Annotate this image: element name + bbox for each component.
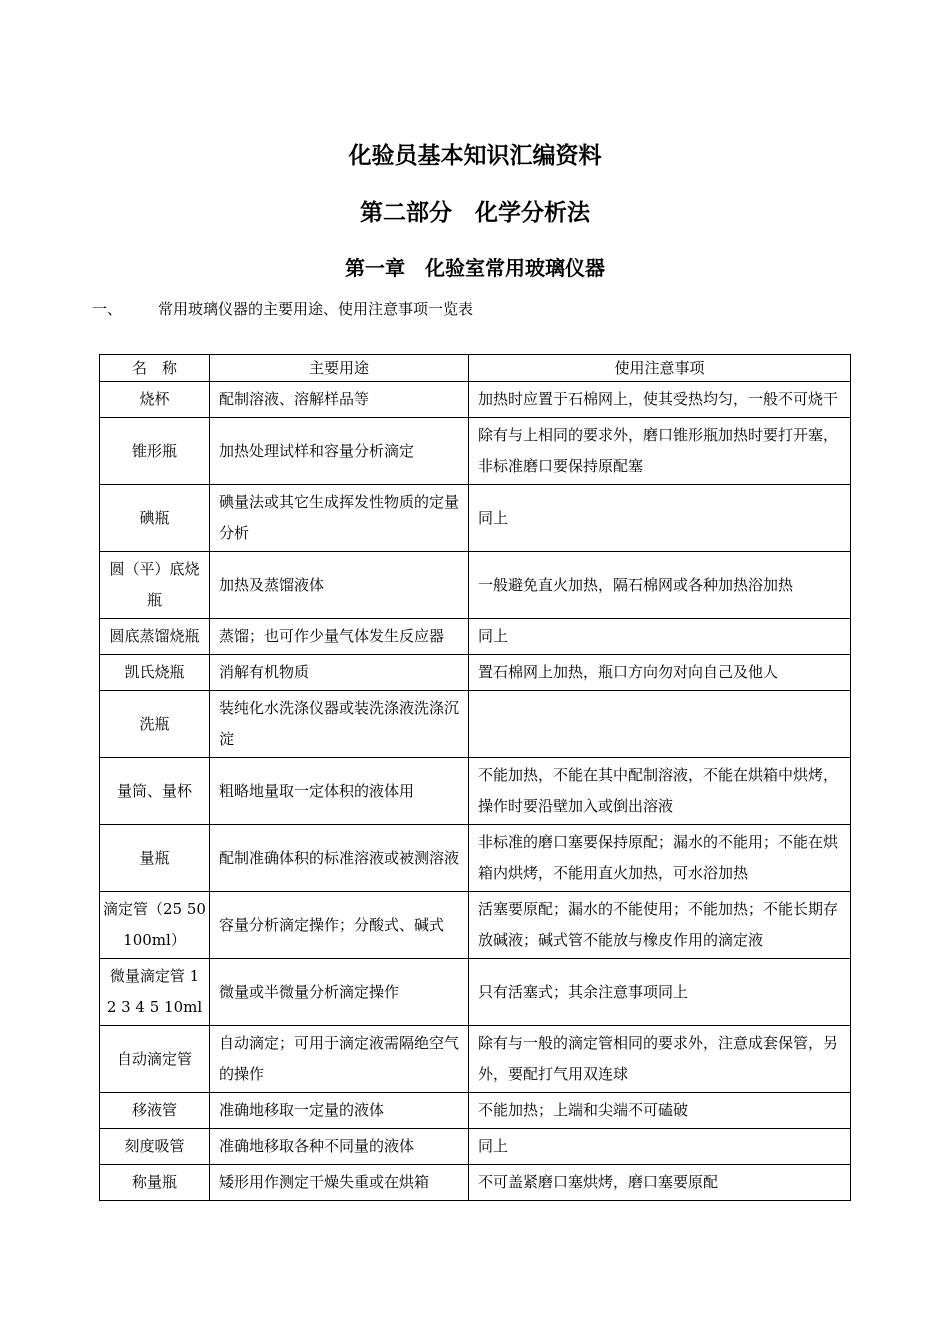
table-row xyxy=(100,892,851,959)
cell-use: 准确地移取各种不同量的液体 xyxy=(210,1129,469,1165)
cell-use: 容量分析滴定操作；分酸式、碱式 xyxy=(210,892,469,959)
cell-notes: 置石棉网上加热，瓶口方向勿对向自己及他人 xyxy=(469,655,851,691)
cell-use: 准确地移取一定量的液体 xyxy=(210,1093,469,1129)
cell-name: 刻度吸管 xyxy=(100,1129,210,1165)
cell-notes: 不可盖紧磨口塞烘烤，磨口塞要原配 xyxy=(469,1165,851,1201)
section-number: 一、 xyxy=(92,300,123,318)
cell-name: 碘瓶 xyxy=(100,485,210,552)
cell-use: 消解有机物质 xyxy=(210,655,469,691)
header-use: 主要用途 xyxy=(210,355,469,382)
cell-use: 蒸馏；也可作少量气体发生反应器 xyxy=(210,619,469,655)
cell-use: 配制溶液、溶解样品等 xyxy=(210,382,469,418)
table-row xyxy=(100,1165,851,1201)
table-row xyxy=(100,485,851,552)
cell-use: 加热处理试样和容量分析滴定 xyxy=(210,418,469,485)
glassware-table xyxy=(99,354,851,1201)
table-body xyxy=(100,382,851,1201)
header-name: 名 称 xyxy=(100,355,210,382)
cell-name: 洗瓶 xyxy=(100,691,210,758)
table-row xyxy=(100,418,851,485)
section-title: 常用玻璃仪器的主要用途、使用注意事项一览表 xyxy=(158,300,474,318)
cell-name: 圆（平）底烧瓶 xyxy=(100,552,210,619)
cell-use: 配制准确体积的标准溶液或被测溶液 xyxy=(210,825,469,892)
cell-use: 矮形用作测定干燥失重或在烘箱 xyxy=(210,1165,469,1201)
cell-notes: 除有与一般的滴定管相同的要求外，注意成套保管，另外，要配打气用双连球 xyxy=(469,1026,851,1093)
section-heading xyxy=(92,298,473,319)
table-row xyxy=(100,691,851,758)
cell-notes: 不能加热；上端和尖端不可磕破 xyxy=(469,1093,851,1129)
cell-use: 微量或半微量分析滴定操作 xyxy=(210,959,469,1026)
cell-use: 自动滴定；可用于滴定液需隔绝空气的操作 xyxy=(210,1026,469,1093)
cell-name: 滴定管（25 50 100ml） xyxy=(100,892,210,959)
header-notes: 使用注意事项 xyxy=(469,355,851,382)
table-row xyxy=(100,552,851,619)
table-row xyxy=(100,382,851,418)
cell-notes: 只有活塞式；其余注意事项同上 xyxy=(469,959,851,1026)
cell-name: 圆底蒸馏烧瓶 xyxy=(100,619,210,655)
table-row xyxy=(100,1026,851,1093)
cell-notes: 不能加热，不能在其中配制溶液，不能在烘箱中烘烤，操作时要沿壁加入或倒出溶液 xyxy=(469,758,851,825)
cell-notes: 一般避免直火加热，隔石棉网或各种加热浴加热 xyxy=(469,552,851,619)
cell-name: 微量滴定管 1 2 3 4 5 10ml xyxy=(100,959,210,1026)
table-header-row xyxy=(100,355,851,382)
cell-name: 移液管 xyxy=(100,1093,210,1129)
cell-use: 碘量法或其它生成挥发性物质的定量分析 xyxy=(210,485,469,552)
chapter-heading: 第一章 化验室常用玻璃仪器 xyxy=(345,256,605,280)
cell-notes: 非标准的磨口塞要保持原配；漏水的不能用；不能在烘箱内烘烤，不能用直火加热，可水浴加热 xyxy=(469,825,851,892)
cell-name: 自动滴定管 xyxy=(100,1026,210,1093)
cell-notes: 同上 xyxy=(469,1129,851,1165)
part-heading: 第二部分 化学分析法 xyxy=(360,200,590,226)
table-row xyxy=(100,619,851,655)
cell-notes: 活塞要原配；漏水的不能使用；不能加热；不能长期存放碱液；碱式管不能放与橡皮作用的滴定液 xyxy=(469,892,851,959)
cell-name: 烧杯 xyxy=(100,382,210,418)
table-row xyxy=(100,825,851,892)
cell-name: 锥形瓶 xyxy=(100,418,210,485)
cell-name: 称量瓶 xyxy=(100,1165,210,1201)
cell-use: 装纯化水洗涤仪器或装洗涤液洗涤沉淀 xyxy=(210,691,469,758)
cell-notes xyxy=(469,691,851,758)
table-row xyxy=(100,1129,851,1165)
table-row xyxy=(100,1093,851,1129)
cell-use: 加热及蒸馏液体 xyxy=(210,552,469,619)
cell-name: 量筒、量杯 xyxy=(100,758,210,825)
document-title: 化验员基本知识汇编资料 xyxy=(348,143,602,169)
cell-notes: 加热时应置于石棉网上，使其受热均匀，一般不可烧干 xyxy=(469,382,851,418)
table-row xyxy=(100,758,851,825)
cell-use: 粗略地量取一定体积的液体用 xyxy=(210,758,469,825)
cell-name: 量瓶 xyxy=(100,825,210,892)
cell-notes: 除有与上相同的要求外，磨口锥形瓶加热时要打开塞，非标准磨口要保持原配塞 xyxy=(469,418,851,485)
table-row xyxy=(100,655,851,691)
cell-notes: 同上 xyxy=(469,485,851,552)
cell-notes: 同上 xyxy=(469,619,851,655)
table-row xyxy=(100,959,851,1026)
cell-name: 凯氏烧瓶 xyxy=(100,655,210,691)
